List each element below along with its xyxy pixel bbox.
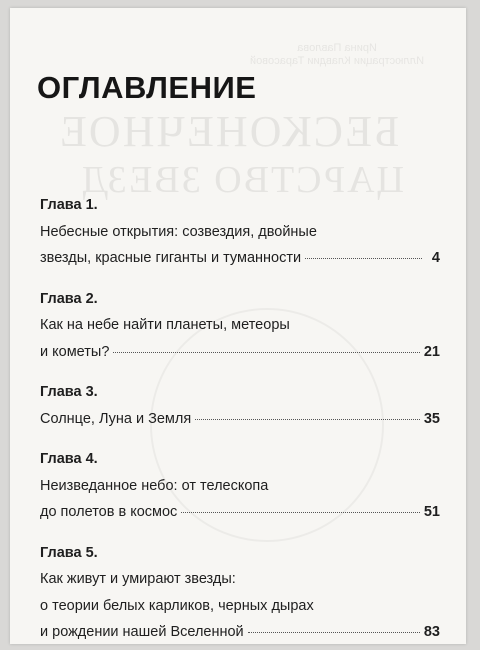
- chapter-title-line: о теории белых карликов, черных дырах: [40, 597, 314, 614]
- toc-entry-1: [40, 192, 440, 272]
- chapter-title-last-line: [40, 619, 440, 644]
- show-through-author-line-1: Ирина Павлова: [297, 42, 377, 54]
- page-number: 4: [431, 250, 440, 266]
- chapter-label: Глава 2.: [40, 290, 98, 307]
- dot-leader: [195, 419, 420, 420]
- toc-entry-5: [40, 540, 440, 645]
- chapter-label: Глава 1.: [40, 197, 98, 213]
- chapter-title-last-line: [40, 339, 440, 366]
- dot-leader: [181, 512, 420, 513]
- dot-leader: [248, 632, 420, 633]
- dot-leader: [305, 258, 422, 259]
- page-number: 21: [423, 343, 440, 360]
- chapter-title-last-line: [40, 406, 440, 433]
- toc-entry-4: [40, 446, 440, 526]
- chapter-title-line: Как живут и умирают звезды:: [40, 571, 236, 587]
- chapter-title-last-line: [40, 245, 440, 272]
- page-number: 51: [423, 504, 440, 520]
- chapter-label: Глава 4.: [40, 451, 98, 467]
- chapter-title-text: Солнце, Луна и Земля: [40, 410, 192, 427]
- chapter-label: Глава 5.: [40, 544, 98, 561]
- page-title: ОГЛАВЛЕНИЕ: [37, 70, 257, 105]
- chapter-title-text: до полетов в космос: [40, 504, 178, 520]
- chapter-title-text: и кометы?: [40, 343, 110, 360]
- toc-entry-3: [40, 379, 440, 432]
- show-through-title-line-1: БЕСКОНЕЧНОЕ: [58, 107, 400, 156]
- table-of-contents: [40, 192, 440, 644]
- page-number: 83: [423, 624, 440, 640]
- show-through-title-line-2: ЦАРСТВО ЗВЕЗД: [80, 159, 405, 201]
- chapter-title-last-line: [40, 499, 440, 526]
- chapter-label: Глава 3.: [40, 384, 98, 400]
- book-page: [10, 8, 466, 644]
- chapter-title-text: звезды, красные гиганты и туманности: [40, 250, 302, 266]
- chapter-title-text: и рождении нашей Вселенной: [40, 624, 244, 640]
- chapter-title-line: Небесные открытия: созвездия, двойные: [40, 223, 317, 240]
- chapter-title-line: Как на небе найти планеты, метеоры: [40, 317, 290, 333]
- page-number: 35: [423, 410, 440, 427]
- show-through-author-line-2: Иллюстрации Клавдии Тарасовой: [250, 55, 425, 67]
- show-through-author: [250, 42, 424, 68]
- dot-leader: [113, 352, 419, 353]
- toc-entry-2: [40, 286, 440, 366]
- chapter-title-line: Неизведанное небо: от телескопа: [40, 477, 269, 494]
